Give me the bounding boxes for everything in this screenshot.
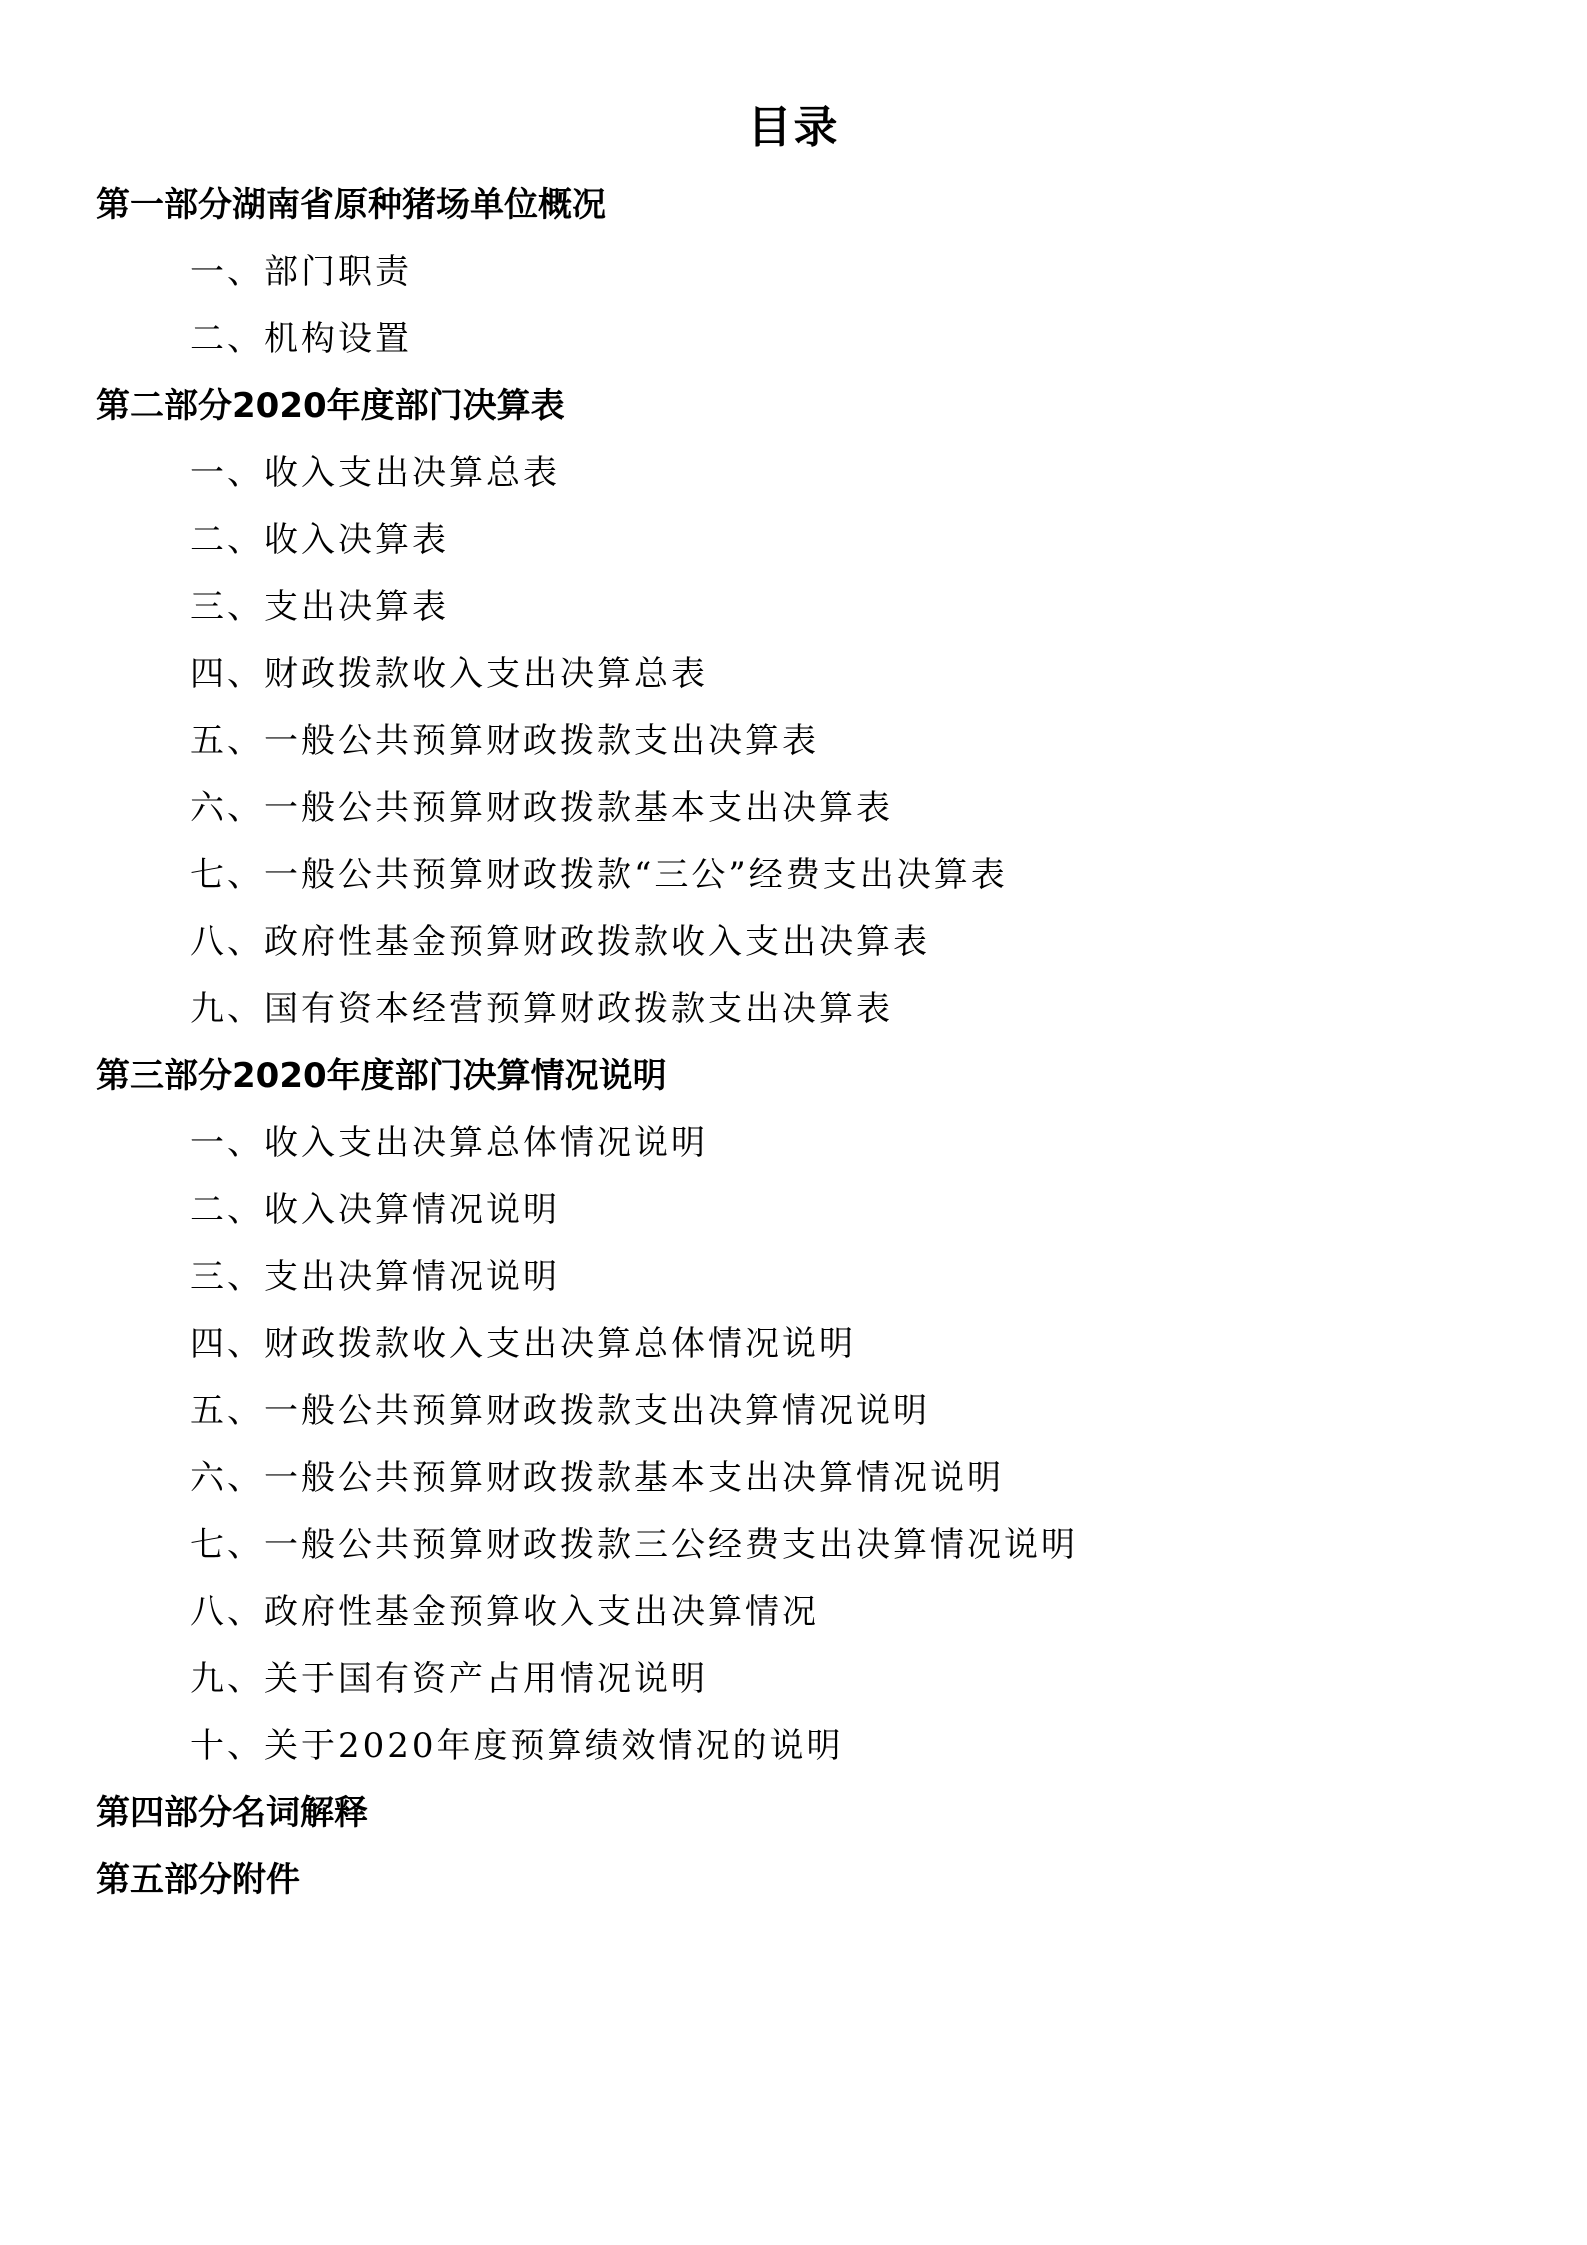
toc-item-list: [96, 440, 1496, 1043]
page-title: 目录: [747, 102, 840, 153]
toc-item: 二、收入决算情况说明: [190, 1190, 560, 1230]
toc-item: 一、收入支出决算总体情况说明: [190, 1123, 708, 1163]
toc-section-title: 第一部分湖南省原种猪场单位概况: [96, 185, 606, 225]
toc-item: 九、国有资本经营预算财政拨款支出决算表: [190, 989, 893, 1029]
toc-item: 五、一般公共预算财政拨款支出决算表: [190, 721, 819, 761]
toc-item-list: [96, 1110, 1496, 1780]
toc-section-part-5: [96, 1847, 1496, 1914]
toc-section-part-3: [96, 1043, 1496, 1780]
toc-item: 四、财政拨款收入支出决算总体情况说明: [190, 1324, 856, 1364]
toc-item: 九、关于国有资产占用情况说明: [190, 1659, 708, 1699]
toc-section-title: 第五部分附件: [96, 1860, 300, 1900]
toc-item: 七、一般公共预算财政拨款三公经费支出决算情况说明: [190, 1525, 1078, 1565]
table-of-contents: [96, 172, 1496, 1914]
toc-item: 一、收入支出决算总表: [190, 453, 560, 493]
toc-item: 八、政府性基金预算收入支出决算情况: [190, 1592, 819, 1632]
toc-item: 六、一般公共预算财政拨款基本支出决算情况说明: [190, 1458, 1004, 1498]
toc-item: 十、关于2020年度预算绩效情况的说明: [190, 1726, 844, 1766]
toc-item: 二、收入决算表: [190, 520, 449, 560]
toc-item: 三、支出决算情况说明: [190, 1257, 560, 1297]
toc-item: 八、政府性基金预算财政拨款收入支出决算表: [190, 922, 930, 962]
toc-item: 七、一般公共预算财政拨款“三公”经费支出决算表: [190, 855, 1008, 895]
toc-item: 六、一般公共预算财政拨款基本支出决算表: [190, 788, 893, 828]
toc-section-part-4: [96, 1780, 1496, 1847]
toc-section-title: 第四部分名词解释: [96, 1793, 368, 1833]
toc-item: 三、支出决算表: [190, 587, 449, 627]
toc-item: 四、财政拨款收入支出决算总表: [190, 654, 708, 694]
toc-section-title: 第二部分2020年度部门决算表: [96, 386, 565, 426]
toc-item: 五、一般公共预算财政拨款支出决算情况说明: [190, 1391, 930, 1431]
toc-section-part-2: [96, 373, 1496, 1043]
toc-item: 二、机构设置: [190, 319, 412, 359]
toc-item: 一、部门职责: [190, 252, 412, 292]
toc-section-part-1: [96, 172, 1496, 373]
toc-item-list: [96, 239, 1496, 373]
toc-section-title: 第三部分2020年度部门决算情况说明: [96, 1056, 667, 1096]
